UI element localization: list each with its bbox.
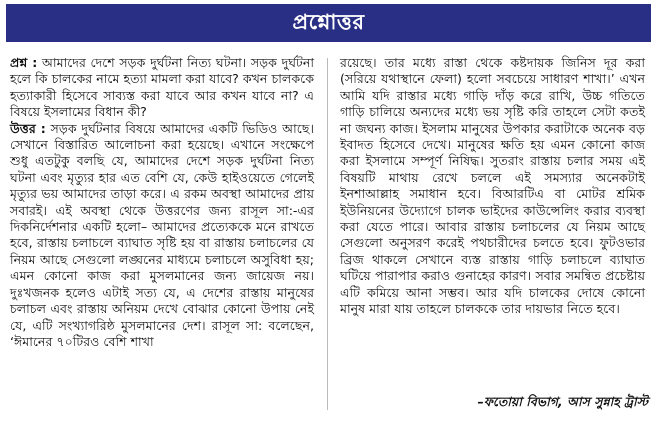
question-paragraph — [10, 55, 314, 121]
question-text: আমাদের দেশে সড়ক দুর্ঘটনা নিত্য ঘটনা। সড়ক দুর্ঘটনা হলে কি চালকের নামে হত্যা মামলা করা যাবে? কখন চালককে হত্যাকারী হিসেবে সাব্যস্ত করা যাবে আর কখন যাবে না? এ বিষয়ে ইসলামের বিধান কী? — [10, 55, 315, 120]
section-header — [6, 4, 651, 42]
answer-paragraph — [10, 121, 314, 351]
answer-label: উত্তর : — [10, 120, 46, 136]
answer-text-left: সড়ক দুর্ঘটনার বিষয়ে আমাদের একটি ভিডিও আছে। সেখানে বিস্তারিত আলোচনা করা হয়েছে। এখানে সংক্ষেপে শুধু এতটুকু বলছি যে, আমাদের দেশে সড়ক দুর্ঘটনা নিত্য ঘটনা এবং মৃত্যুর হার এত বেশি যে, কেউ হাইওয়েতে গেলেই মৃত্যুর ভয় আমাদের তাড়া করে। এ রকম অবস্থা আমাদের প্রায় সবারই। এই অবস্থা থেকে উত্তরণের জন্য রাসূল সা:-এর দিকনির্দেশনার একটি হলো– আমাদের প্রত্যেককে মনে রাখতে হবে, রাস্তায় চলাচলে ব্যাঘাত সৃষ্টি হয় বা রাস্তায় চলাচলের যে নিয়ম আছে সেগুলো লঙ্ঘনের মাধ্যমে চলাচলে অসুবিধা হয়; এমন কোনো কাজ করা মুসলমানের জন্য জায়েজ নয়। দুঃখজনক হলেও এটাই সত্য যে, এ দেশের রাস্তায় মানুষের চলাচল এবং রাস্তায় অনিয়ম দেখে বোঝার কোনো উপায় নেই যে, এটি সংখ্যাগরিষ্ঠ মুসলমানের দেশ। রাসূল সা: বলেছেন, ‘ঈমানের ৭০টিরও বেশি শাখা — [10, 120, 314, 349]
column-divider — [327, 58, 328, 410]
signature: –ফতোয়া বিভাগ, আস সুন্নাহ ট্রাস্ট — [477, 394, 648, 409]
question-label: প্রশ্ন : — [10, 55, 38, 70]
right-column — [340, 55, 645, 318]
page-title: প্রশ্নোত্তর — [292, 9, 365, 34]
left-column — [10, 55, 314, 350]
answer-text-right: রয়েছে। তার মধ্যে রাস্তা থেকে কষ্টদায়ক জিনিস দূর করা (সরিয়ে যথাস্থানে ফেলা) হলো সবচেয়ে সাধারণ শাখা।’ এখন আমি যদি রাস্তার মধ্যে গাড়ি দাঁড় করে রাখি, উচ্চ গতিতে গাড়ি চালিয়ে অন্যদের মধ্যে ভয় সৃষ্টি করি তাহলে সেটা কতই না জঘন্য কাজ। ইসলাম মানুষের উপকার করাটাকে অনেক বড় ইবাদত হিসেবে দেখে। মানুষের ক্ষতি হয় এমন কোনো কাজ করা ইসলামে সম্পূর্ণ নিষিদ্ধ। সুতরাং রাস্তায় চলার সময় এই বিষয়টি মাথায় রেখে চললে এই সমস্যার অনেকটাই ইনশাআল্লাহ সমাধান হবে। বিআরটিএ বা মোটর শ্রমিক ইউনিয়নের উদ্যোগে চালক ভাইদের কাউন্সেলিং করার ব্যবস্থা করা যেতে পারে। আবার রাস্তায় চলাচলের যে নিয়ম আছে সেগুলো অনুসরণ করেই পথচারীদের চলতে হবে। ফুটওভার ব্রিজ থাকলে সেখানে ব্যস্ত রাস্তায় গাড়ি চলাচলে ব্যাঘাত ঘটিয়ে পারাপার করাও গুনাহের কারণ। সবার সমন্বিত প্রচেষ্টায় এটি কমিয়ে আনা সম্ভব। আর যদি চালকের দোষে কোনো মানুষ মারা যায় তাহলে চালককে তার দায়ভার নিতে হবে। — [340, 55, 646, 317]
